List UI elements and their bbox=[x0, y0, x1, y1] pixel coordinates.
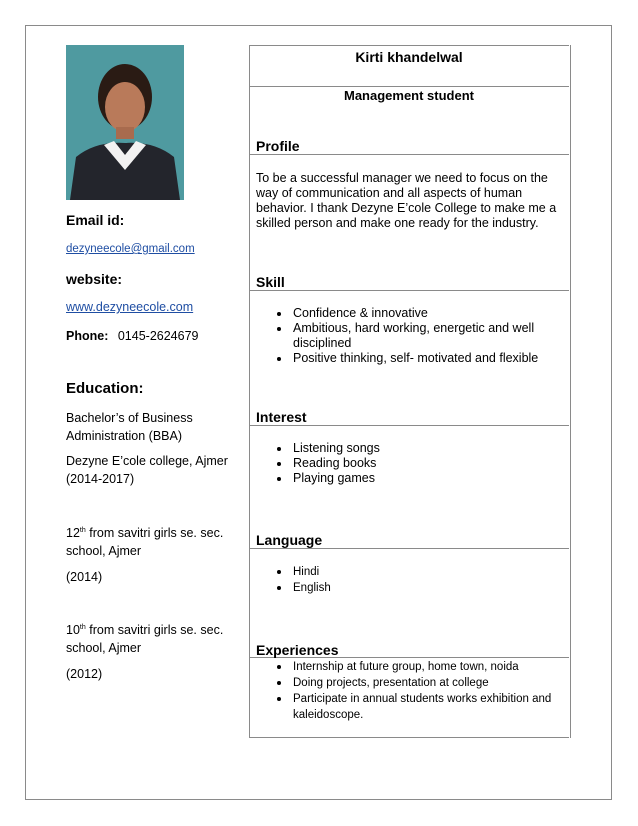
profile-photo bbox=[66, 45, 184, 200]
skill-heading: Skill bbox=[256, 274, 285, 290]
language-heading: Language bbox=[256, 532, 323, 548]
profile-photo-illustration bbox=[66, 45, 184, 200]
interest-list bbox=[256, 441, 562, 486]
list-item: Participate in annual students works exhibition and kaleidoscope. bbox=[256, 691, 562, 723]
list-item: Ambitious, hard working, energetic and well disciplined bbox=[256, 321, 562, 351]
table-bottom-border bbox=[249, 737, 569, 738]
table-border-5 bbox=[249, 548, 569, 549]
resume-title: Management student bbox=[343, 88, 474, 103]
email-link[interactable]: dezyneecole@gmail.com bbox=[66, 243, 195, 255]
twelfth-superscript: th bbox=[79, 526, 86, 534]
tenth-number: 10 bbox=[66, 623, 80, 637]
interest-heading: Interest bbox=[256, 409, 307, 425]
list-item: Playing games bbox=[256, 471, 562, 486]
twelfth-school: from savitri girls se. sec. school, Ajmer bbox=[66, 526, 224, 558]
profile-heading: Profile bbox=[256, 138, 300, 154]
education-college: Dezyne E’cole college, Ajmer bbox=[66, 454, 228, 468]
list-item: Hindi bbox=[256, 564, 562, 580]
profile-text: To be a successful manager we need to focus on the way of communication and all aspects of human behavior. I thank Dezyne E’cole College to make me a skilled person and make one ready for the industry. bbox=[256, 171, 557, 230]
tenth-superscript: th bbox=[79, 623, 86, 631]
list-item: Listening songs bbox=[256, 441, 562, 456]
list-item: Confidence & innovative bbox=[256, 306, 562, 321]
website-label: website: bbox=[66, 271, 123, 287]
list-item: Doing projects, presentation at college bbox=[256, 675, 562, 691]
experiences-list bbox=[256, 659, 562, 723]
education-college-years: (2014-2017) bbox=[66, 472, 135, 486]
list-item: Reading books bbox=[256, 456, 562, 471]
education-degree: Bachelor’s of Business Administration (BBA) bbox=[66, 411, 193, 443]
phone-number: 0145-2624679 bbox=[117, 329, 199, 343]
table-top-border bbox=[249, 45, 569, 46]
website-link[interactable]: www.dezyneecole.com bbox=[66, 300, 194, 314]
education-twelfth bbox=[66, 524, 238, 560]
education-twelfth-year: (2014) bbox=[66, 570, 103, 584]
experiences-heading: Experiences bbox=[256, 642, 339, 658]
list-item: Positive thinking, self- motivated and flexible bbox=[256, 351, 562, 366]
table-border-3 bbox=[249, 290, 569, 291]
table-border-4 bbox=[249, 425, 569, 426]
table-border-1 bbox=[249, 86, 569, 87]
twelfth-number: 12 bbox=[66, 526, 80, 540]
email-label: Email id: bbox=[66, 212, 125, 228]
skill-list bbox=[256, 306, 562, 366]
phone-line bbox=[66, 327, 241, 345]
language-list bbox=[256, 564, 562, 596]
phone-label: Phone: bbox=[66, 329, 109, 343]
education-heading: Education: bbox=[66, 380, 144, 397]
tenth-school: from savitri girls se. sec. school, Ajmer bbox=[66, 623, 224, 655]
list-item: English bbox=[256, 580, 562, 596]
resume-name: Kirti khandelwal bbox=[355, 49, 463, 65]
list-item: Internship at future group, home town, noida bbox=[256, 659, 562, 675]
table-border-2 bbox=[249, 154, 569, 155]
education-tenth bbox=[66, 621, 238, 657]
education-tenth-year: (2012) bbox=[66, 667, 103, 681]
